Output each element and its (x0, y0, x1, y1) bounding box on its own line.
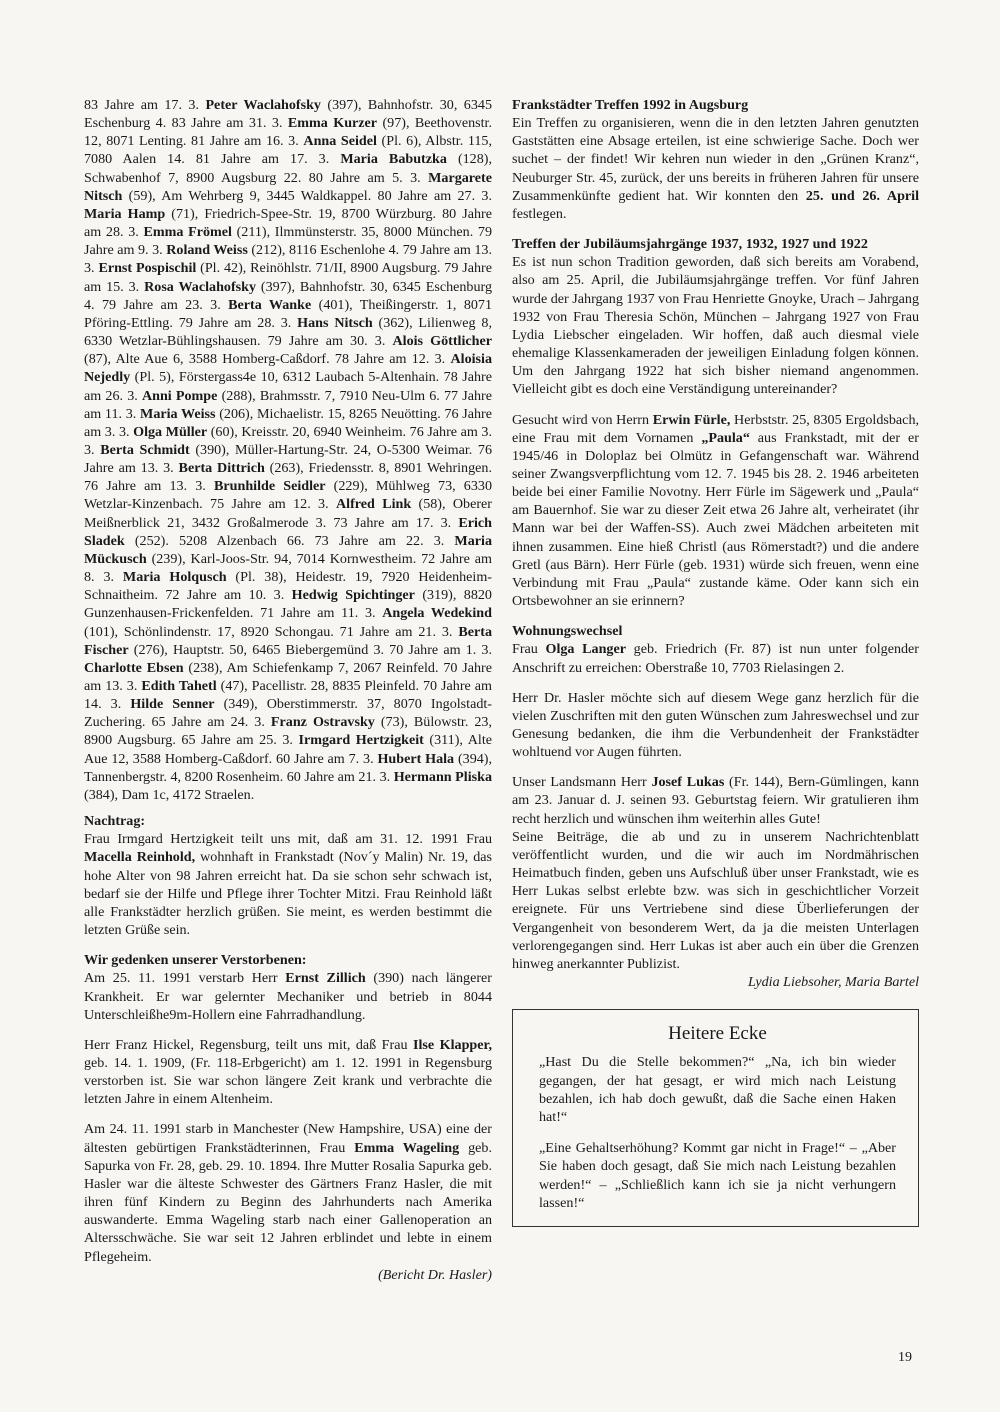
report-credit: (Bericht Dr. Hasler) (378, 1266, 492, 1283)
birthday-list: 83 Jahre am 17. 3. Peter Waclahofsky (397), Bahnhofstr. 30, 6345 Eschenburg 4. 83 Jahre am 31. 3. Emma Kurzer (97), Beethovenstr. 12, 8071 Lenting. 81 Jahre am 16. 3. Anna Seidel (Pl. 6), Albstr. 115, 7080 Aalen 14. 81 Jahre am 17. 3. Maria Babutzka (128), Schwabenhof 7, 8900 Augsburg 22. 80 Jahre am 5. 3. Margarete Nitsch (59), Am Wehrberg 9, 3445 Waldkappel. 80 Jahre am 27. 3. Maria Hamp (71), Friedrich-Spee-Str. 19, 8700 Würzburg. 80 Jahre am 28. 3. Emma Frömel (211), Ilmmünsterstr. 35, 8000 München. 79 Jahre am 9. 3. Roland Weiss (212), 8116 Eschenlohe 4. 79 Jahre am 13. 3. Ernst Pospischil (Pl. 42), Reinöhlstr. 71/II, 8900 Augsburg. 79 Jahre am 15. 3. Rosa Waclahofsky (397), Bahnhofstr. 30, 6345 Eschenburg 4. 79 Jahre am 23. 3. Berta Wanke (401), Theißingerstr. 1, 8071 Pföring-Ettling. 79 Jahre am 28. 3. Hans Nitsch (362), Lilienweg 8, 6330 Wetzlar-Bühlingshausen. 79 Jahre am 30. 3. Alois Göttlicher (87), Alte Aue 6, 3588 Homberg-Caßdorf. 78 Jahre am 12. 3. Aloisia Nejedly (Pl. 5), Förstergass4e 10, 6312 Laubach 5-Altenhain. 78 Jahre am 26. 3. Anni Pompe (288), Brahmsstr. 7, 7910 Neu-Ulm 6. 77 Jahre am 11. 3. Maria Weiss (206), Michaelistr. 15, 8265 Neuötting. 76 Jahre am 3. 3. Olga Müller (60), Kreisstr. 20, 6940 Weinheim. 76 Jahre am 3. 3. Berta Schmidt (390), Müller-Hartung-Str. 24, O-5300 Weimar. 76 Jahre am 13. 3. Berta Dittrich (263), Friedensstr. 8, 8901 Wehringen. 76 Jahre am 13. 3. Brunhilde Seidler (229), Mühlweg 73, 6330 Wetzlar-Kinzenbach. 75 Jahre am 12. 3. Alfred Link (58), Oberer Meißnerblick 21, 3432 Großalmerode 3. 73 Jahre am 17. 3. Erich Sladek (252). 5208 Alzenbach 66. 73 Jahre am 22. 3. Maria Mückusch (239), Karl-Joos-Str. 94, 7014 Kornwestheim. 72 Jahre am 8. 3. Maria Holqusch (Pl. 38), Heidestr. 19, 7920 Heidenheim-Schnaitheim. 72 Jahre am 10. 3. Hedwig Spichtinger (319), 8820 Gunzenhausen-Frickenfelden. 71 Jahre am 11. 3. Angela Wedekind (101), Schönlindenstr. 17, 8920 Schongau. 71 Jahre am 21. 3. Berta Fischer (276), Hauptstr. 50, 6465 Biebergemünd 3. 70 Jahre am 1. 3. Charlotte Ebsen (238), Am Schiefenkamp 7, 2067 Reinfeld. 70 Jahre am 13. 3. Edith Tahetl (47), Pacellistr. 28, 8835 Pleinfeld. 70 Jahre am 14. 3. Hilde Senner (349), Oberstimmerstr. 37, 8070 Ingolstadt-Zuchering. 65 Jahre am 24. 3. Franz Ostravsky (73), Bülowstr. 23, 8900 Augsburg. 65 Jahre am 25. 3. Irmgard Hertzigkeit (311), Alte Aue 12, 3588 Homberg-Caßdorf. 60 Jahre am 7. 3. Hubert Hala (394), Tannenbergstr. 4, 8200 Rosenheim. 60 Jahre am 21. 3. Hermann Pliska (384), Dam 1c, 4172 Straelen. (84, 97, 493, 803)
name-highlight: Hermann Pliska (393, 768, 492, 785)
wohnung-heading: Wohnungswechsel (512, 623, 623, 640)
joke-2: „Eine Gehaltserhöhung? Kommt gar nicht in Frage!“ – „Aber Sie haben doch gesagt, daß Sie mich nach Leistung bezahlen werden!“ – „Schließlich kann ich sie ja nicht verhungern lassen!“ (539, 1139, 896, 1212)
name-highlight: Berta Dittrich (178, 460, 265, 477)
name-highlight: Hedwig Spichtinger (291, 587, 415, 604)
name-highlight: Emma Kurzer (287, 115, 378, 132)
name-highlight: Margarete Nitsch (84, 169, 492, 204)
heitere-ecke-box (512, 1009, 919, 1227)
name-highlight: Ernst Zillich (285, 970, 366, 987)
name-highlight: Maria Weiss (140, 405, 216, 422)
treffen-text: Ein Treffen zu organisieren, wenn die in den letzten Jahren genutzten Gaststätten eine Absage erteilen, ist eine schwierige Sache. Doch wer suchet – der findet! Wir kehren nun wieder in den „Grünen Kranz“, Neuburger Str. 45, zurück, der uns bereits in früheren Jahren für unsere Zusammenkünfte gedient hat. Wir konnten den 25. und 26. April festlegen. (512, 115, 919, 222)
lukas-text: Unser Landsmann Herr Josef Lukas (Fr. 144), Bern-Gümlingen, kann am 23. Januar d. J. seinen 93. Geburtstag feiern. Wir gratulieren ihm recht herzlich und wünschen ihm weiterhin alles Gute! (512, 774, 919, 827)
name-highlight: Charlotte Ebsen (84, 659, 184, 676)
treffen-heading: Frankstädter Treffen 1992 in Augsburg (512, 97, 749, 113)
name-highlight: Brunhilde Seidler (213, 478, 326, 495)
name-highlight: Olga Langer (545, 641, 626, 658)
lukas-text-2: Seine Beiträge, die ab und zu in unserem Nachrichtenblatt veröffentlicht wurden, und die wir auch im Nordmährischen Heimatbuch finden, geben uns Aufschluß über unser Frankstadt, wie es Herr Lukas selbst erlebte bzw. was sich in geschichtlicher Vorzeit ereignete. Für uns Vertriebene sind diese Überlieferungen der Vergangenheit von besonderem Wert, da ja die meisten Unterlagen verlorengegangen sind. Herr Lukas ist aber auch ein über die Grenzen hinweg anerkannter Publizist. (512, 828, 919, 972)
obituary-klapper: Herr Franz Hickel, Regensburg, teilt uns mit, daß Frau Ilse Klapper, geb. 14. 1. 1909, (Fr. 118-Erbgericht) am 1. 12. 1991 in Regensburg verstorben ist. Sie war schon längere Zeit krank und verbrachte die letzten Jahre in einem Altenheim. (84, 1036, 492, 1108)
jubilaeum-text: Es ist nun schon Tradition geworden, daß sich bereits am Vorabend, also am 25. April, die Jubiläumsjahrgänge treffen. Vor fünf Jahren wurde der Jahrgang 1937 von Frau Henriette Gnoyke, Urach – Jahrgang 1932 von Frau Theresia Schön, München – Jahrgang 1927 von Frau Lydia Liebscher eingeladen. Wir hoffen, daß auch diesmal viele ehemalige Klassenkameraden der jeweiligen Einladung folgen können. Um den Jahrgang 1922 hat sich bisher niemand angenommen. Vielleicht gibt es doch eine Verständigung untereinander? (512, 254, 919, 398)
name-highlight: Angela Wedekind (382, 605, 492, 622)
name-highlight: Anni Pompe (141, 387, 218, 404)
name-highlight: Peter Waclahofsky (205, 97, 321, 113)
name-highlight: Erwin Fürle, (652, 411, 731, 428)
name-highlight: Ilse Klapper, (413, 1036, 492, 1053)
wohnung-text: Frau Olga Langer geb. Friedrich (Fr. 87) ist nun unter folgender Anschrift zu erreichen: Oberstraße 10, 7703 Rielasingen 2. (512, 641, 919, 676)
name-highlight: Emma Frömel (143, 224, 232, 241)
left-column (84, 96, 492, 1284)
name-highlight: Alfred Link (335, 496, 412, 513)
nachtrag-text: Frau Irmgard Hertzigkeit teilt uns mit, daß am 31. 12. 1991 Frau Macella Reinhold, wohnhaft in Frankstadt (Nov´y Malin) Nr. 19, das hohe Alter von 98 Jahren erreicht hat. Da sie schon sehr schwach ist, bedarf sie der Hilfe und Pflege ihrer Tochter Mitzi. Frau Reinhold läßt alle Frankstädter herzlich grüßen. Sie meint, es werden bestimmt die letzten Grüße sein. (84, 831, 492, 939)
obituary-wageling: Am 24. 11. 1991 starb in Manchester (New Hampshire, USA) eine der ältesten gebürtigen Frankstädterinnen, Frau Emma Wageling geb. Sapurka von Fr. 28, geb. 29. 10. 1894. Ihre Mutter Rosalia Sapurka geb. Hasler war die älteste Schwester des Gärtners Franz Hasler, die mit ihren fünf Kindern zu Beginn des Jahrhunderts nach Amerika auswanderte. Emma Wageling starb nach einer Gallenoperation an Altersschwäche. Sie war seit 12 Jahren erblindet und lebte in einem Pflegeheim. (84, 1121, 492, 1265)
joke-1: „Hast Du die Stelle bekommen?“ „Na, ich bin wieder gegangen, der hat gesagt, er wird mich nach Leistung bezahlen, ich hab doch gewußt, daß die Sache einen Haken hat!“ (539, 1054, 896, 1126)
name-highlight: Irmgard Hertzigkeit (298, 732, 424, 749)
name-highlight: Franz Ostravsky (270, 714, 375, 731)
jubilaeum-heading: Treffen der Jubiläumsjahrgänge 1937, 1932, 1927 und 1922 (512, 236, 868, 253)
name-highlight: Anna Seidel (303, 133, 377, 150)
name-highlight: „Paula“ (701, 429, 750, 446)
name-highlight: Emma Wageling (354, 1139, 460, 1156)
gesucht-text: Gesucht wird von Herrn Erwin Fürle, Herbststr. 25, 8305 Ergoldsbach, eine Frau mit dem Vornamen „Paula“ aus Frankstadt, mit der er 1945/46 in Doloplaz bei Olmütz in Gefangenschaft war. Während seiner Zwangsverpflichtung vom 12. 7. 1945 bis 28. 2. 1946 arbeiteten beide bei einer Familie Novotny. Herr Fürle im Sägewerk und „Paula“ am Bauernhof. Sie war zu dieser Zeit etwa 26 Jahre alt, verheiratet (ihr Mann war bei der Waffen-SS). Auch zwei Mädchen arbeiteten mit ihnen zusammen. Eine hieß Christl (aus Römerstadt?) und die andere Gretl (aus Bärn). Herr Fürle (geb. 1931) würde sich freuen, wenn eine Verbindung mit Frau „Paula“ zustande käme. Oder kann sich ein Ortsbewohner an sie erinnern? (512, 411, 920, 610)
hasler-text: Herr Dr. Hasler möchte sich auf diesem Wege ganz herzlich für die vielen Zuschriften mit den guten Wünschen zum Jahreswechsel und zur Genesung bedanken, die ihm die Verbundenheit der Frankstädter wohltuend vor Augen führten. (512, 689, 919, 761)
name-highlight: Rosa Waclahofsky (144, 278, 257, 295)
name-highlight: Olga Müller (133, 423, 208, 440)
page-number: 19 (898, 1350, 912, 1365)
signature: Lydia Liebsoher, Maria Bartel (747, 974, 919, 991)
name-highlight: Erich Sladek (84, 514, 492, 549)
name-highlight: Berta Wanke (228, 296, 312, 313)
name-highlight: Hans Nitsch (297, 314, 373, 331)
name-highlight: Macella Reinhold, (84, 849, 196, 866)
box-title: Heitere Ecke (668, 1023, 767, 1045)
name-highlight: Roland Weiss (166, 242, 248, 259)
name-highlight: Maria Mückusch (84, 532, 492, 567)
name-highlight: Berta Schmidt (100, 441, 190, 458)
name-highlight: Maria Hamp (84, 205, 166, 222)
name-highlight: Aloisia Nejedly (84, 351, 492, 386)
name-highlight: Josef Lukas (651, 774, 725, 791)
name-highlight: Ernst Pospischil (98, 260, 197, 277)
name-highlight: Alois Göttlicher (392, 333, 492, 350)
name-highlight: Maria Babutzka (340, 151, 447, 168)
name-highlight: 25. und 26. April (805, 187, 919, 204)
name-highlight: Edith Tahetl (141, 678, 217, 694)
gedenken-heading: Wir gedenken unserer Verstorbenen: (84, 952, 307, 969)
nachtrag-heading: Nachtrag: (84, 813, 146, 830)
name-highlight: Hilde Senner (130, 696, 215, 713)
name-highlight: Maria Holqusch (122, 569, 227, 586)
right-column (512, 96, 919, 1227)
name-highlight: Berta Fischer (84, 623, 492, 658)
obituary-zillich: Am 25. 11. 1991 verstarb Herr Ernst Zillich (390) nach längerer Krankheit. Er war gelernter Mechaniker und betrieb in 8044 Unterschleißhe9m-Hollern eine Fahrradhandlung. (84, 970, 492, 1023)
name-highlight: Hubert Hala (377, 750, 455, 767)
